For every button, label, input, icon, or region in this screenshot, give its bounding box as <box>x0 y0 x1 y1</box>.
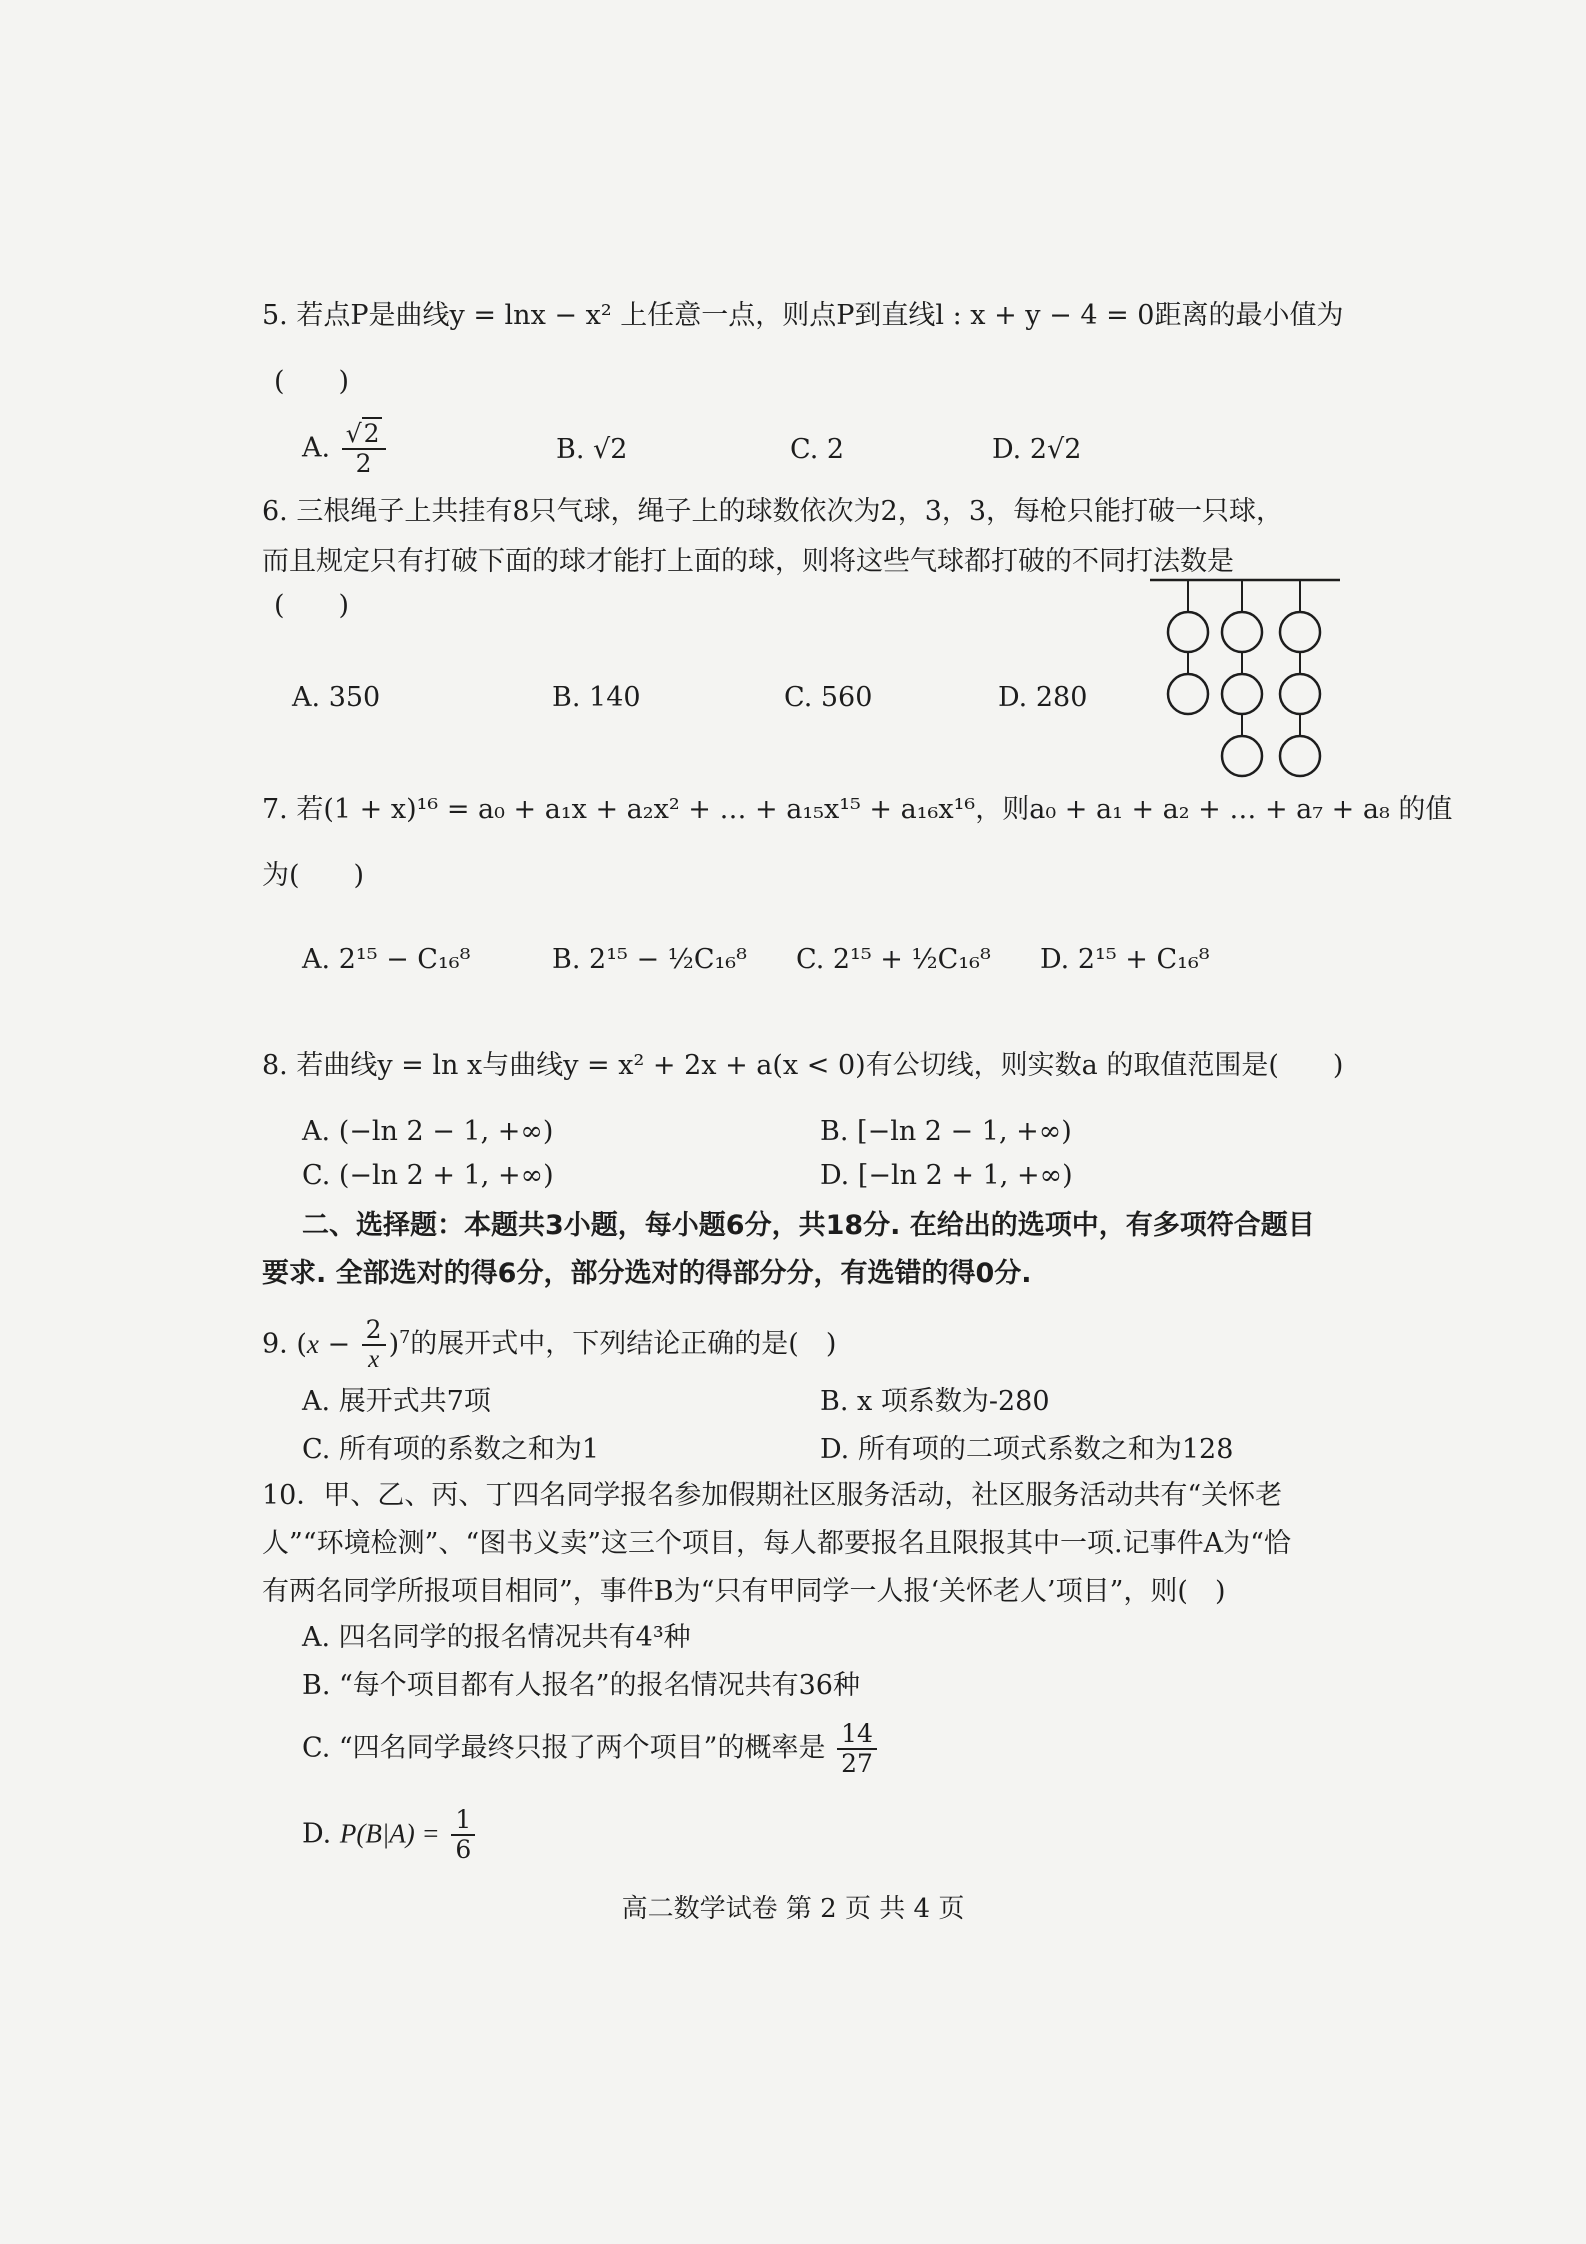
balloon <box>1280 612 1320 652</box>
q10-option-c-fraction: $\frac{14}{27}$ <box>837 1720 877 1778</box>
q10-option-d-fraction: $\frac{1}{6}$ <box>451 1806 475 1864</box>
q10-option-a: A. 四名同学的报名情况共有4³种 <box>302 1622 691 1653</box>
q5-stem: 5. 若点P是曲线y = lnx − x² 上任意一点，则点P到直线l : x + y − 4 = 0距离的最小值为 <box>262 300 1344 331</box>
q5-option-a-fraction: $\frac{√2}{2}$ <box>342 420 386 478</box>
q9-option-c: C. 所有项的系数之和为1 <box>302 1434 600 1465</box>
balloon <box>1280 674 1320 714</box>
q6-option-c: C. 560 <box>784 682 873 713</box>
q6-option-a: A. 350 <box>292 682 381 713</box>
q9-option-a: A. 展开式共7项 <box>302 1386 491 1417</box>
ropes-group <box>1168 580 1320 776</box>
page-footer: 高二数学试卷 第 2 页 共 4 页 <box>621 1894 965 1924</box>
q7-option-c: C. 2¹⁵ + ½C₁₆⁸ <box>796 944 991 975</box>
q8-option-b: B. [−ln 2 − 1, +∞) <box>820 1116 1072 1147</box>
q9-number: 9. <box>262 1328 297 1360</box>
q6-option-d: D. 280 <box>998 682 1088 713</box>
q7-option-b: B. 2¹⁵ − ½C₁₆⁸ <box>552 944 747 975</box>
q10-stem-line3: 有两名同学所报项目相同”，事件B为“只有甲同学一人报‘关怀老人’项目”，则( ) <box>262 1576 1226 1607</box>
q8-stem: 8. 若曲线y = ln x与曲线y = x² + 2x + a(x < 0)有公切线，则实数a 的取值范围是( ) <box>262 1050 1344 1081</box>
q6-option-b: B. 140 <box>552 682 641 713</box>
q5-answer-paren: ( ) <box>274 366 350 397</box>
balloon <box>1168 674 1208 714</box>
q7-option-a: A. 2¹⁵ − C₁₆⁸ <box>302 944 471 975</box>
q7-stem-line1: 7. 若(1 + x)¹⁶ = a₀ + a₁x + a₂x² + … + a₁₅x¹⁵ + a₁₆x¹⁶，则a₀ + a₁ + a₂ + … + a₇ + a₈ 的值 <box>262 794 1453 825</box>
q7-stem-line2: 为( ) <box>262 860 365 891</box>
q10-option-b: B. “每个项目都有人报名”的报名情况共有36种 <box>302 1670 860 1701</box>
balloon <box>1168 612 1208 652</box>
q8-option-a: A. (−ln 2 − 1, +∞) <box>302 1116 554 1147</box>
section2-heading-line2: 要求. 全部选对的得6分，部分选对的得部分分，有选错的得0分. <box>262 1258 1032 1289</box>
q5-option-c: C. 2 <box>790 434 845 465</box>
balloon <box>1222 674 1262 714</box>
q9-binomial: (x − $\frac{2}{x}$ )$^7$ <box>296 1315 411 1373</box>
q6-stem-line2: 而且规定只有打破下面的球才能打上面的球，则将这些气球都打破的不同打法数是 <box>262 546 1234 577</box>
q5-option-a: A. $\frac{√2}{2}$ <box>302 420 389 478</box>
q10-option-d: D. P(B|A) = $\frac{1}{6}$ <box>302 1806 478 1864</box>
section2-heading-line1: 二、选择题：本题共3小题，每小题6分，共18分. 在给出的选项中，有多项符合题目 <box>302 1210 1315 1241</box>
q10-stem-line1: 10．甲、乙、丙、丁四名同学报名参加假期社区服务活动，社区服务活动共有“关怀老 <box>262 1480 1283 1511</box>
q6-answer-paren: ( ) <box>274 590 350 621</box>
q5-option-d-value: 2√2 <box>1029 434 1082 465</box>
q6-stem-line1: 6. 三根绳子上共挂有8只气球，绳子上的球数依次为2，3，3，每枪只能打破一只球， <box>262 496 1284 527</box>
q8-option-c: C. (−ln 2 + 1, +∞) <box>302 1160 554 1191</box>
q5-option-b-value: √2 <box>593 434 628 465</box>
balloon <box>1280 736 1320 776</box>
q10-option-c: C. “四名同学最终只报了两个项目”的概率是 $\frac{14}{27}$ <box>302 1720 880 1778</box>
q5-option-d: D. 2√2 <box>992 434 1082 465</box>
q9-option-b: B. x 项系数为-280 <box>820 1386 1050 1417</box>
q9-stem: 9. (x − $\frac{2}{x}$ )$^7$的展开式中，下列结论正确的是( ) <box>262 1315 837 1373</box>
q8-option-d: D. [−ln 2 + 1, +∞) <box>820 1160 1073 1191</box>
balloon <box>1222 736 1262 776</box>
q7-option-d: D. 2¹⁵ + C₁₆⁸ <box>1040 944 1210 975</box>
q5-option-b: B. √2 <box>556 434 628 465</box>
q10-stem-line2: 人”“环境检测”、“图书义卖”这三个项目，每人都要报名且限报其中一项.记事件A为“恰 <box>262 1528 1291 1559</box>
balloon-rope-figure <box>1150 572 1340 792</box>
balloon <box>1222 612 1262 652</box>
q9-option-d: D. 所有项的二项式系数之和为128 <box>820 1434 1234 1465</box>
